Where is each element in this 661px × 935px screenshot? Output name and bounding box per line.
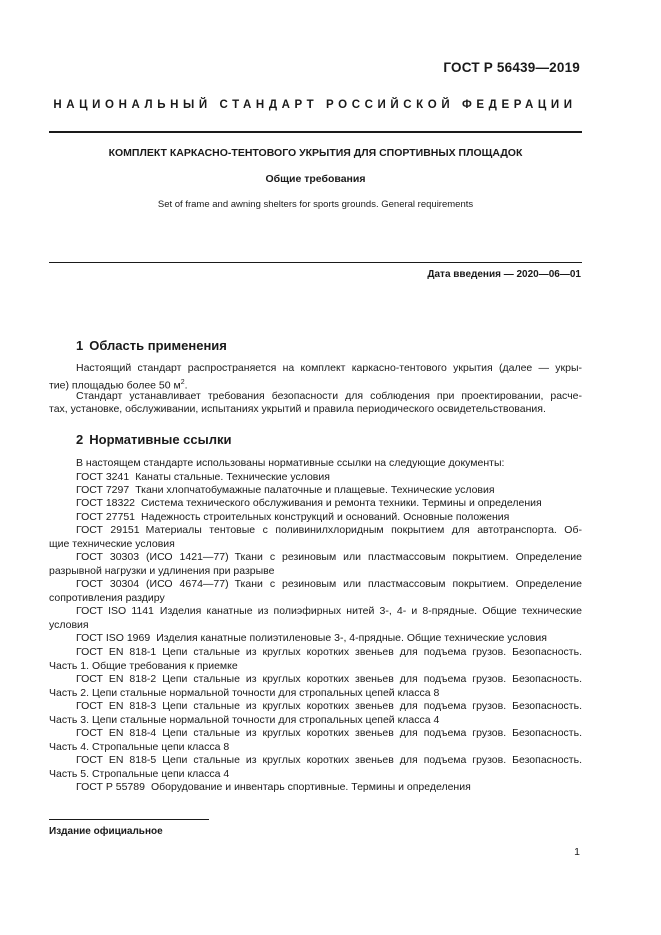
reference-code: ГОСТ 27751 [76,511,136,523]
page-number: 1 [574,846,580,858]
top-divider [49,131,582,133]
reference-title: Цепи стальные из круглых коротких звеньев для подъема грузов. Безопасность. [162,754,582,766]
reference-title: Цепи стальные из круглых коротких звеньев для подъема грузов. Безопасность. [162,673,582,685]
title-divider [49,262,582,263]
reference-title: Ткани с резиновым или пластмассовым покрытием. Определение [234,551,582,563]
reference-item [76,511,582,524]
section-1-heading [76,338,227,353]
area-text: тие) площадью более 50 м [49,379,181,392]
reference-code: ГОСТ 7297 [76,484,130,496]
reference-item [76,781,582,794]
section-2-heading [76,432,231,447]
reference-title-continuation: Часть 2. Цепи стальные нормальной точности для стропальных цепей класса 8 [49,687,440,699]
section-2-intro: В настоящем стандарте использованы нормативные ссылки на следующие документы: [76,457,505,469]
edition-note: Издание официальное [49,826,163,837]
document-title-english: Set of frame and awning shelters for sports grounds. General requirements [157,199,474,210]
area-superscript: 2 [180,379,185,386]
section-1-paragraph-2-line-2: тах, установке, обслуживании, испытаниях укрытий и правила периодического освидетельствования. [49,403,546,415]
reference-title: Канаты стальные. Технические условия [135,471,330,483]
reference-title: Система технического обслуживания и ремонта техники. Термины и определения [141,497,542,509]
area-period: . [184,379,188,392]
section-1-paragraph-2-line-1: Стандарт устанавливает требования безопасности для соблюдения при проектировании, расче- [76,390,582,402]
reference-code: ГОСТ EN 818-5 [76,754,157,766]
document-subtitle: Общие требования [265,173,366,185]
reference-title-continuation: Часть 1. Общие требования к приемке [49,660,238,672]
document-title: КОМПЛЕКТ КАРКАСНО-ТЕНТОВОГО УКРЫТИЯ ДЛЯ СПОРТИВНЫХ ПЛОЩАДОК [108,147,523,159]
reference-code: ГОСТ ISO 1969 [76,632,151,644]
reference-title: Материалы тентовые с поливинилхлоридным покрытием для автотранспорта. Об- [145,524,582,536]
reference-title: Изделия канатные из полиэфирных нитей 3-, 4- и 8-прядные. Общие технические [159,605,582,617]
reference-title: Оборудование и инвентарь спортивные. Термины и определения [150,781,471,793]
reference-code: ГОСТ Р 55789 [76,781,145,793]
reference-title-continuation: Часть 4. Стропальные цепи класса 8 [49,741,230,753]
reference-title-continuation: разрывной нагрузки и удлинения при разрыве [49,565,275,577]
section-1-title: Область применения [89,338,227,353]
reference-code: ГОСТ ISO 1141 [76,605,154,617]
reference-code: ГОСТ 29151 [76,524,140,536]
introduction-date: Дата введения — 2020—06—01 [427,269,581,280]
reference-code: ГОСТ 3241 [76,471,130,483]
reference-item [76,605,582,618]
reference-item [76,578,582,591]
reference-title: Цепи стальные из круглых коротких звеньев для подъема грузов. Безопасность. [162,646,582,658]
reference-code: ГОСТ 30304 (ИСО 4674—77) [76,578,229,590]
national-standard-banner: НАЦИОНАЛЬНЫЙ СТАНДАРТ РОССИЙСКОЙ ФЕДЕРАЦИИ [53,99,577,111]
reference-code: ГОСТ EN 818-2 [76,673,157,685]
reference-item [76,727,582,740]
reference-item [76,484,582,497]
section-1-number: 1 [76,338,84,353]
reference-item [76,524,582,537]
reference-title-continuation: условия [49,619,89,631]
section-2-title: Нормативные ссылки [89,432,232,447]
reference-title: Изделия канатные полиэтиленовые 3-, 4-прядные. Общие технические условия [156,632,547,644]
reference-item [76,497,582,510]
section-2-number: 2 [76,432,84,447]
reference-item [76,754,582,767]
reference-title-continuation: Часть 3. Цепи стальные нормальной точности для стропальных цепей класса 4 [49,714,440,726]
reference-title: Надежность строительных конструкций и оснований. Основные положения [141,511,510,523]
section-1-paragraph-1-line-1: Настоящий стандарт распространяется на комплект каркасно-тентового укрытия (далее — укры- [76,362,582,374]
reference-item [76,551,582,564]
reference-code: ГОСТ EN 818-3 [76,700,157,712]
reference-code: ГОСТ 18322 [76,497,136,509]
reference-code: ГОСТ 30303 (ИСО 1421—77) [76,551,229,563]
reference-title: Ткани хлопчатобумажные палаточные и плащевые. Технические условия [135,484,495,496]
reference-title: Ткани с резиновым или пластмассовым покрытием. Определение [234,578,582,590]
reference-item [76,700,582,713]
reference-title: Цепи стальные из круглых коротких звеньев для подъема грузов. Безопасность. [162,700,582,712]
reference-title-continuation: Часть 5. Стропальные цепи класса 4 [49,768,230,780]
standard-code: ГОСТ Р 56439—2019 [443,60,580,75]
reference-code: ГОСТ EN 818-4 [76,727,157,739]
reference-title-continuation: сопротивления раздиру [49,592,165,604]
footer-divider [49,819,209,820]
reference-code: ГОСТ EN 818-1 [76,646,157,658]
reference-item [76,632,582,645]
reference-title: Цепи стальные из круглых коротких звеньев для подъема грузов. Безопасность. [162,727,582,739]
reference-item [76,471,582,484]
reference-item [76,673,582,686]
reference-item [76,646,582,659]
reference-title-continuation: щие технические условия [49,538,175,550]
